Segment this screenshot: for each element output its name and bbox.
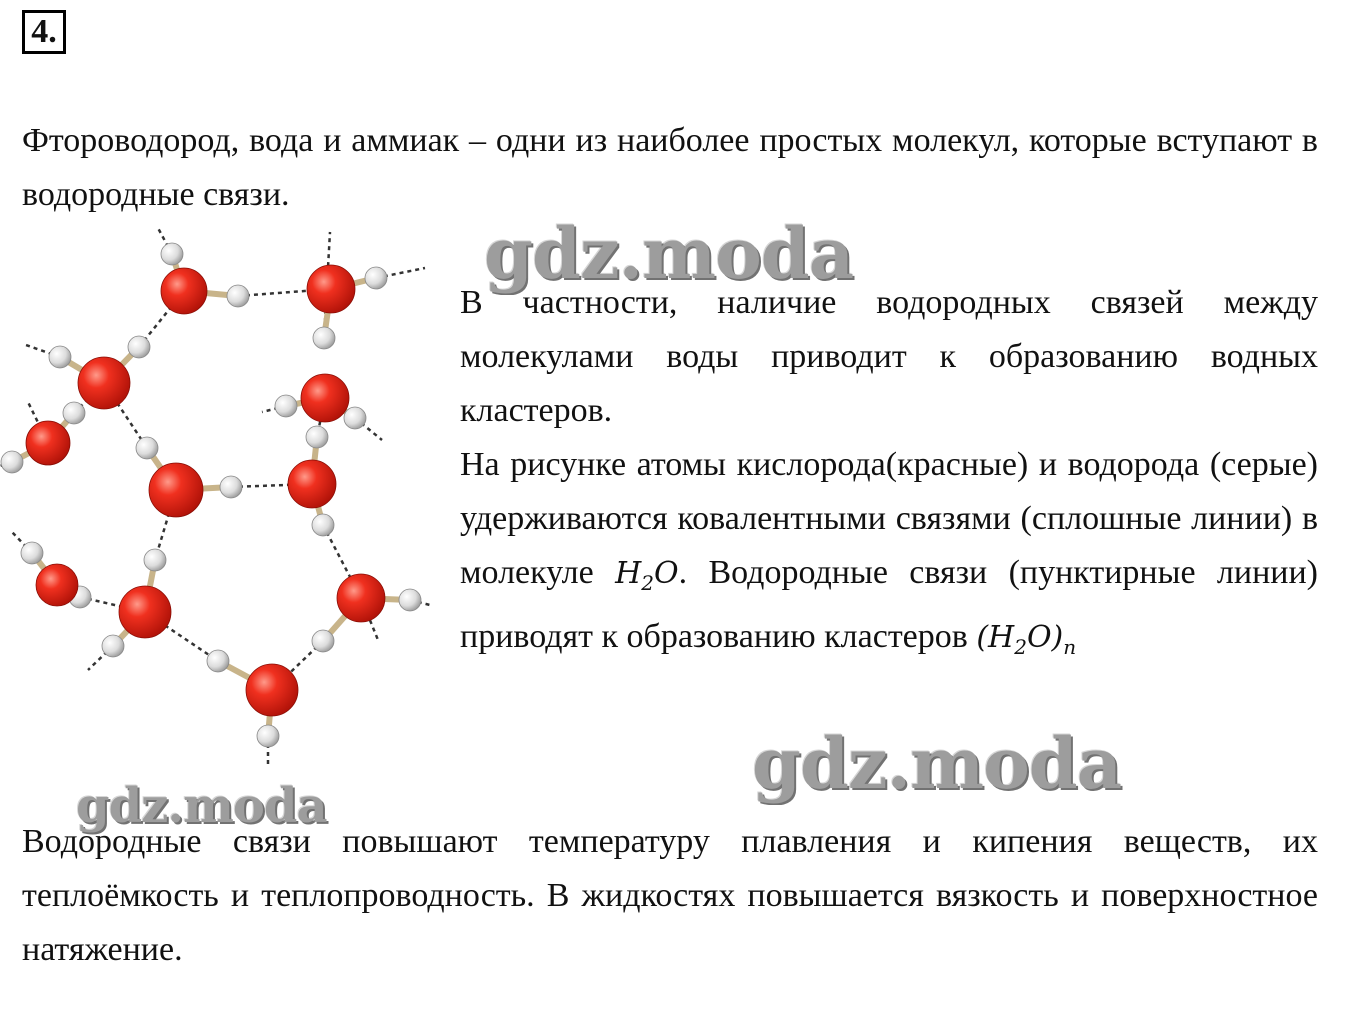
hydrogen-atom <box>344 407 366 429</box>
hydrogen-atom <box>1 451 23 473</box>
oxygen-atom <box>161 268 207 314</box>
oxygen-atom <box>288 460 336 508</box>
hydrogen-atom <box>227 285 249 307</box>
clusters-paragraph: В частности, наличие водородных связей между молекулами воды приводит к образованию водных кластеров. <box>460 284 1318 429</box>
hydrogen-atom <box>161 243 183 265</box>
atoms <box>1 243 421 747</box>
water-formula: $H_2O$ <box>615 556 679 595</box>
watermark-middle: gdz.moda <box>752 722 1122 805</box>
hydrogen-atom <box>144 549 166 571</box>
hydrogen-atom <box>220 476 242 498</box>
oxygen-atom <box>337 574 385 622</box>
watermark-bottom: gdz.moda <box>76 778 327 834</box>
hydrogen-atom <box>399 589 421 611</box>
figure-description-part1: На рисунке атомы кислорода(красные) и водорода (серые) удерживаются ковалентными связями (сплошные линии) в молекуле <box>460 446 1318 591</box>
hydrogen-atom <box>63 402 85 424</box>
hydrogen-bonds <box>0 228 430 764</box>
properties-paragraph: Водородные связи повышают температуру плавления и кипения веществ, их теплоёмкость и теплопроводность. В жидкостях повышается вязкость и поверхностное натяжение. <box>22 823 1318 968</box>
clusters-text-block <box>460 276 1318 674</box>
intro-paragraph: Фтороводород, вода и аммиак – одни из наиболее простых молекул, которые вступают в водородные связи. <box>22 122 1318 213</box>
hydrogen-atom <box>365 267 387 289</box>
hydrogen-atom <box>136 437 158 459</box>
hydrogen-atom <box>275 395 297 417</box>
hydrogen-atom <box>312 514 334 536</box>
oxygen-atom <box>307 265 355 313</box>
hydrogen-atom <box>21 542 43 564</box>
task-number: 4. <box>22 10 66 54</box>
hydrogen-atom <box>313 327 335 349</box>
hydrogen-atom <box>312 630 334 652</box>
hydrogen-atom <box>207 650 229 672</box>
oxygen-atom <box>36 564 78 606</box>
oxygen-atom <box>78 357 130 409</box>
hydrogen-atom <box>128 336 150 358</box>
oxygen-atom <box>26 421 70 465</box>
watermark-top: gdz.moda <box>484 212 854 295</box>
oxygen-atom <box>246 664 298 716</box>
hydrogen-atom <box>306 426 328 448</box>
cluster-formula: $(H_2O)_n$ <box>976 620 1077 659</box>
hydrogen-atom <box>49 346 71 368</box>
figure-description-part2: . Водородные связи (пунктирные линии) приводят к образованию кластеров <box>460 554 1318 655</box>
oxygen-atom <box>301 374 349 422</box>
water-cluster-diagram <box>0 222 440 782</box>
oxygen-atom <box>119 586 171 638</box>
hydrogen-atom <box>257 725 279 747</box>
oxygen-atom <box>149 463 203 517</box>
hydrogen-atom <box>102 635 124 657</box>
